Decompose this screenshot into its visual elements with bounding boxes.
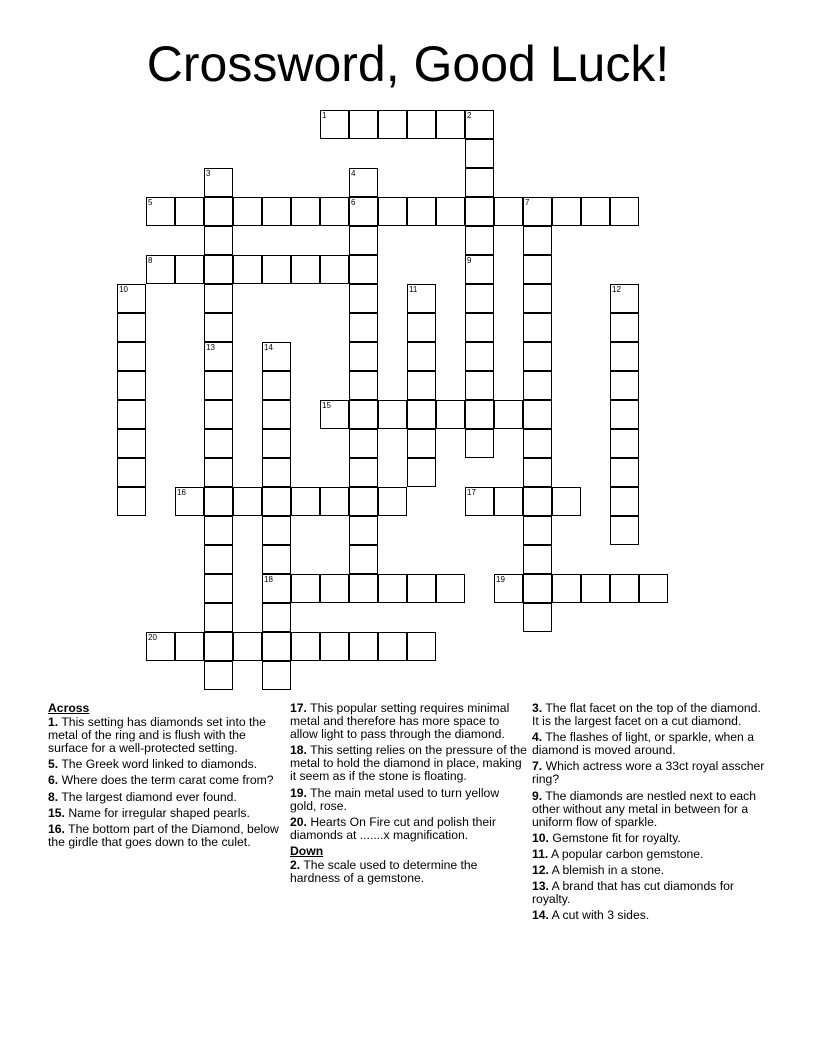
grid-cell[interactable] — [523, 255, 552, 284]
clue-across-6: 6. Where does the term carat come from? — [48, 773, 274, 788]
grid-cell[interactable] — [117, 458, 146, 487]
grid-cell[interactable] — [233, 632, 262, 661]
grid-cell[interactable] — [291, 255, 320, 284]
grid-cell[interactable] — [204, 371, 233, 400]
grid-cell[interactable] — [262, 255, 291, 284]
grid-cell[interactable] — [349, 574, 378, 603]
grid-cell[interactable] — [262, 603, 291, 632]
cell-number: 18 — [264, 575, 273, 584]
grid-cell[interactable] — [378, 400, 407, 429]
grid-cell[interactable] — [204, 342, 233, 371]
grid-cell[interactable] — [523, 603, 552, 632]
grid-cell[interactable] — [407, 342, 436, 371]
grid-cell[interactable] — [610, 429, 639, 458]
grid-cell[interactable] — [349, 313, 378, 342]
cell-number: 14 — [264, 343, 273, 352]
grid-cell[interactable] — [610, 458, 639, 487]
grid-cell[interactable] — [204, 603, 233, 632]
grid-cell[interactable] — [436, 110, 465, 139]
grid-cell[interactable] — [204, 661, 233, 690]
grid-cell[interactable] — [610, 371, 639, 400]
grid-cell[interactable] — [320, 255, 349, 284]
grid-cell[interactable] — [465, 168, 494, 197]
grid-cell[interactable] — [349, 400, 378, 429]
grid-cell[interactable] — [465, 429, 494, 458]
grid-cell[interactable] — [407, 313, 436, 342]
clue-across-17: 17. This popular setting requires minimal metal and therefore has more space to allow light to pass through the diamond. — [290, 701, 510, 742]
grid-cell[interactable] — [349, 226, 378, 255]
grid-cell[interactable] — [349, 429, 378, 458]
grid-cell[interactable] — [204, 255, 233, 284]
grid-cell[interactable] — [523, 371, 552, 400]
grid-cell[interactable] — [204, 284, 233, 313]
clue-across-19: 19. The main metal used to turn yellow gold, rose. — [290, 785, 500, 813]
cell-number: 6 — [351, 198, 356, 207]
grid-cell[interactable] — [349, 545, 378, 574]
cell-number: 7 — [525, 198, 530, 207]
grid-cell[interactable] — [349, 284, 378, 313]
grid-cell[interactable] — [552, 487, 581, 516]
grid-cell[interactable] — [465, 226, 494, 255]
grid-cell[interactable] — [465, 313, 494, 342]
grid-cell[interactable] — [407, 458, 436, 487]
cell-number: 19 — [496, 575, 505, 584]
grid-cell[interactable] — [639, 574, 668, 603]
grid-cell[interactable] — [320, 632, 349, 661]
grid-cell[interactable] — [349, 458, 378, 487]
grid-cell[interactable] — [262, 574, 291, 603]
grid-cell[interactable] — [117, 429, 146, 458]
grid-cell[interactable] — [378, 110, 407, 139]
grid-cell[interactable] — [552, 197, 581, 226]
cell-number: 16 — [177, 488, 186, 497]
clue-across-5: 5. The Greek word linked to diamonds. — [48, 757, 258, 772]
grid-cell[interactable] — [407, 574, 436, 603]
grid-cell[interactable] — [436, 400, 465, 429]
grid-cell[interactable] — [175, 632, 204, 661]
grid-cell[interactable] — [523, 429, 552, 458]
grid-cell[interactable] — [117, 342, 146, 371]
grid-cell[interactable] — [349, 342, 378, 371]
grid-cell[interactable] — [465, 284, 494, 313]
grid-cell[interactable] — [320, 110, 349, 139]
grid-cell[interactable] — [233, 255, 262, 284]
cell-number: 13 — [206, 343, 215, 352]
grid-cell[interactable] — [407, 632, 436, 661]
grid-cell[interactable] — [349, 110, 378, 139]
grid-cell[interactable] — [262, 458, 291, 487]
grid-cell[interactable] — [204, 574, 233, 603]
grid-cell[interactable] — [378, 197, 407, 226]
grid-cell[interactable] — [552, 574, 581, 603]
cell-number: 15 — [322, 401, 331, 410]
grid-cell[interactable] — [349, 168, 378, 197]
grid-cell[interactable] — [262, 429, 291, 458]
clue-down-7: 7. Which actress wore a 33ct royal asscher ring? — [532, 759, 765, 787]
grid-cell[interactable] — [262, 197, 291, 226]
grid-cell[interactable] — [378, 574, 407, 603]
grid-cell[interactable] — [465, 371, 494, 400]
grid-cell[interactable] — [581, 197, 610, 226]
cell-number: 5 — [148, 198, 153, 207]
grid-cell[interactable] — [349, 371, 378, 400]
grid-cell[interactable] — [523, 574, 552, 603]
clue-across-18: 18. This setting relies on the pressure of the metal to hold the diamond in place, making it seem as if the stone is floating. — [290, 743, 527, 784]
grid-cell[interactable] — [291, 487, 320, 516]
grid-cell[interactable] — [349, 197, 378, 226]
grid-cell[interactable] — [407, 110, 436, 139]
grid-cell[interactable] — [320, 400, 349, 429]
grid-cell[interactable] — [436, 197, 465, 226]
grid-cell[interactable] — [494, 574, 523, 603]
grid-cell[interactable] — [378, 487, 407, 516]
cell-number: 12 — [612, 285, 621, 294]
grid-cell[interactable] — [175, 197, 204, 226]
grid-cell[interactable] — [523, 284, 552, 313]
grid-cell[interactable] — [581, 574, 610, 603]
cell-number: 1 — [322, 111, 327, 120]
grid-cell[interactable] — [204, 632, 233, 661]
grid-cell[interactable] — [204, 400, 233, 429]
grid-cell[interactable] — [204, 545, 233, 574]
grid-cell[interactable] — [349, 516, 378, 545]
grid-cell[interactable] — [465, 342, 494, 371]
clue-down-2: 2. The scale used to determine the hardness of a gemstone. — [290, 858, 478, 886]
grid-cell[interactable] — [523, 458, 552, 487]
grid-cell[interactable] — [175, 487, 204, 516]
down-heading: Down — [290, 843, 324, 858]
grid-cell[interactable] — [204, 168, 233, 197]
clue-across-20: 20. Hearts On Fire cut and polish their diamonds at .......x magnification. — [290, 814, 496, 842]
grid-cell[interactable] — [610, 400, 639, 429]
grid-cell[interactable] — [494, 197, 523, 226]
cell-number: 11 — [409, 285, 418, 294]
grid-cell[interactable] — [204, 458, 233, 487]
grid-cell[interactable] — [407, 284, 436, 313]
grid-cell[interactable] — [262, 371, 291, 400]
grid-cell[interactable] — [262, 342, 291, 371]
grid-cell[interactable] — [465, 255, 494, 284]
grid-cell[interactable] — [465, 487, 494, 516]
grid-cell[interactable] — [465, 139, 494, 168]
grid-cell[interactable] — [523, 516, 552, 545]
clue-down-11: 11. A popular carbon gemstone. — [532, 846, 704, 861]
grid-cell[interactable] — [407, 371, 436, 400]
grid-cell[interactable] — [204, 313, 233, 342]
grid-cell[interactable] — [610, 516, 639, 545]
grid-cell[interactable] — [349, 255, 378, 284]
grid-cell[interactable] — [436, 574, 465, 603]
grid-cell[interactable] — [262, 400, 291, 429]
grid-cell[interactable] — [117, 371, 146, 400]
clue-down-9: 9. The diamonds are nestled next to each other without any metal in between for a uniform flow of sparkle. — [532, 788, 757, 829]
grid-cell[interactable] — [262, 632, 291, 661]
grid-cell[interactable] — [291, 632, 320, 661]
grid-cell[interactable] — [465, 110, 494, 139]
grid-cell[interactable] — [146, 255, 175, 284]
grid-cell[interactable] — [117, 400, 146, 429]
clue-down-3: 3. The flat facet on the top of the diamond. It is the largest facet on a cut diamond. — [532, 701, 761, 729]
clue-across-15: 15. Name for irregular shaped pearls. — [48, 805, 250, 820]
grid-cell[interactable] — [349, 632, 378, 661]
grid-cell[interactable] — [378, 632, 407, 661]
grid-cell[interactable] — [117, 313, 146, 342]
clue-down-10: 10. Gemstone fit for royalty. — [532, 830, 681, 845]
grid-cell[interactable] — [523, 400, 552, 429]
cell-number: 3 — [206, 169, 211, 178]
cell-number: 20 — [148, 633, 157, 642]
grid-cell[interactable] — [610, 197, 639, 226]
grid-cell[interactable] — [349, 487, 378, 516]
clue-down-4: 4. The flashes of light, or sparkle, when a diamond is moved around. — [532, 730, 754, 758]
clue-across-16: 16. The bottom part of the Diamond, below the girdle that goes down to the culet. — [48, 821, 279, 849]
grid-cell[interactable] — [204, 429, 233, 458]
clues-column-2 — [290, 702, 528, 888]
grid-cell[interactable] — [320, 487, 349, 516]
grid-cell[interactable] — [233, 197, 262, 226]
cell-number: 17 — [467, 488, 476, 497]
cell-number: 4 — [351, 169, 356, 178]
grid-cell[interactable] — [117, 487, 146, 516]
grid-cell[interactable] — [262, 661, 291, 690]
cell-number: 9 — [467, 256, 472, 265]
grid-cell[interactable] — [204, 197, 233, 226]
page-title: Crossword, Good Luck! — [146, 36, 670, 92]
grid-cell[interactable] — [465, 400, 494, 429]
grid-cell[interactable] — [233, 487, 262, 516]
grid-cell[interactable] — [494, 400, 523, 429]
clues-column-3 — [532, 702, 770, 925]
grid-cell[interactable] — [320, 574, 349, 603]
grid-cell[interactable] — [204, 226, 233, 255]
clue-across-1: 1. This setting has diamonds set into the metal of the ring and is flush with the surface for a well-protected setting. — [48, 715, 266, 756]
clue-down-12: 12. A blemish in a stone. — [532, 863, 665, 878]
grid-cell[interactable] — [523, 313, 552, 342]
grid-cell[interactable] — [204, 516, 233, 545]
grid-cell[interactable] — [610, 313, 639, 342]
grid-cell[interactable] — [320, 197, 349, 226]
grid-cell[interactable] — [610, 284, 639, 313]
grid-cell[interactable] — [610, 342, 639, 371]
grid-cell[interactable] — [262, 487, 291, 516]
across-heading: Across — [48, 701, 90, 715]
clue-down-13: 13. A brand that has cut diamonds for royalty. — [532, 879, 734, 907]
grid-cell[interactable] — [523, 197, 552, 226]
grid-cell[interactable] — [291, 574, 320, 603]
grid-cell[interactable] — [204, 487, 233, 516]
clue-down-14: 14. A cut with 3 sides. — [532, 908, 650, 923]
cell-number: 8 — [148, 256, 153, 265]
grid-cell[interactable] — [523, 226, 552, 255]
grid-cell[interactable] — [262, 545, 291, 574]
cell-number: 10 — [119, 285, 128, 294]
grid-cell[interactable] — [262, 516, 291, 545]
grid-cell[interactable] — [523, 545, 552, 574]
grid-cell[interactable] — [146, 632, 175, 661]
grid-cell[interactable] — [407, 400, 436, 429]
grid-cell[interactable] — [523, 487, 552, 516]
grid-cell[interactable] — [610, 487, 639, 516]
grid-cell[interactable] — [117, 284, 146, 313]
grid-cell[interactable] — [175, 255, 204, 284]
grid-cell[interactable] — [523, 342, 552, 371]
grid-cell[interactable] — [407, 429, 436, 458]
grid-cell[interactable] — [465, 197, 494, 226]
grid-cell[interactable] — [610, 574, 639, 603]
grid-cell[interactable] — [494, 487, 523, 516]
cell-number: 2 — [467, 111, 472, 120]
grid-cell[interactable] — [146, 197, 175, 226]
grid-cell[interactable] — [291, 197, 320, 226]
clue-across-8: 8. The largest diamond ever found. — [48, 789, 237, 804]
clues-column-1 — [48, 702, 286, 852]
grid-cell[interactable] — [407, 197, 436, 226]
